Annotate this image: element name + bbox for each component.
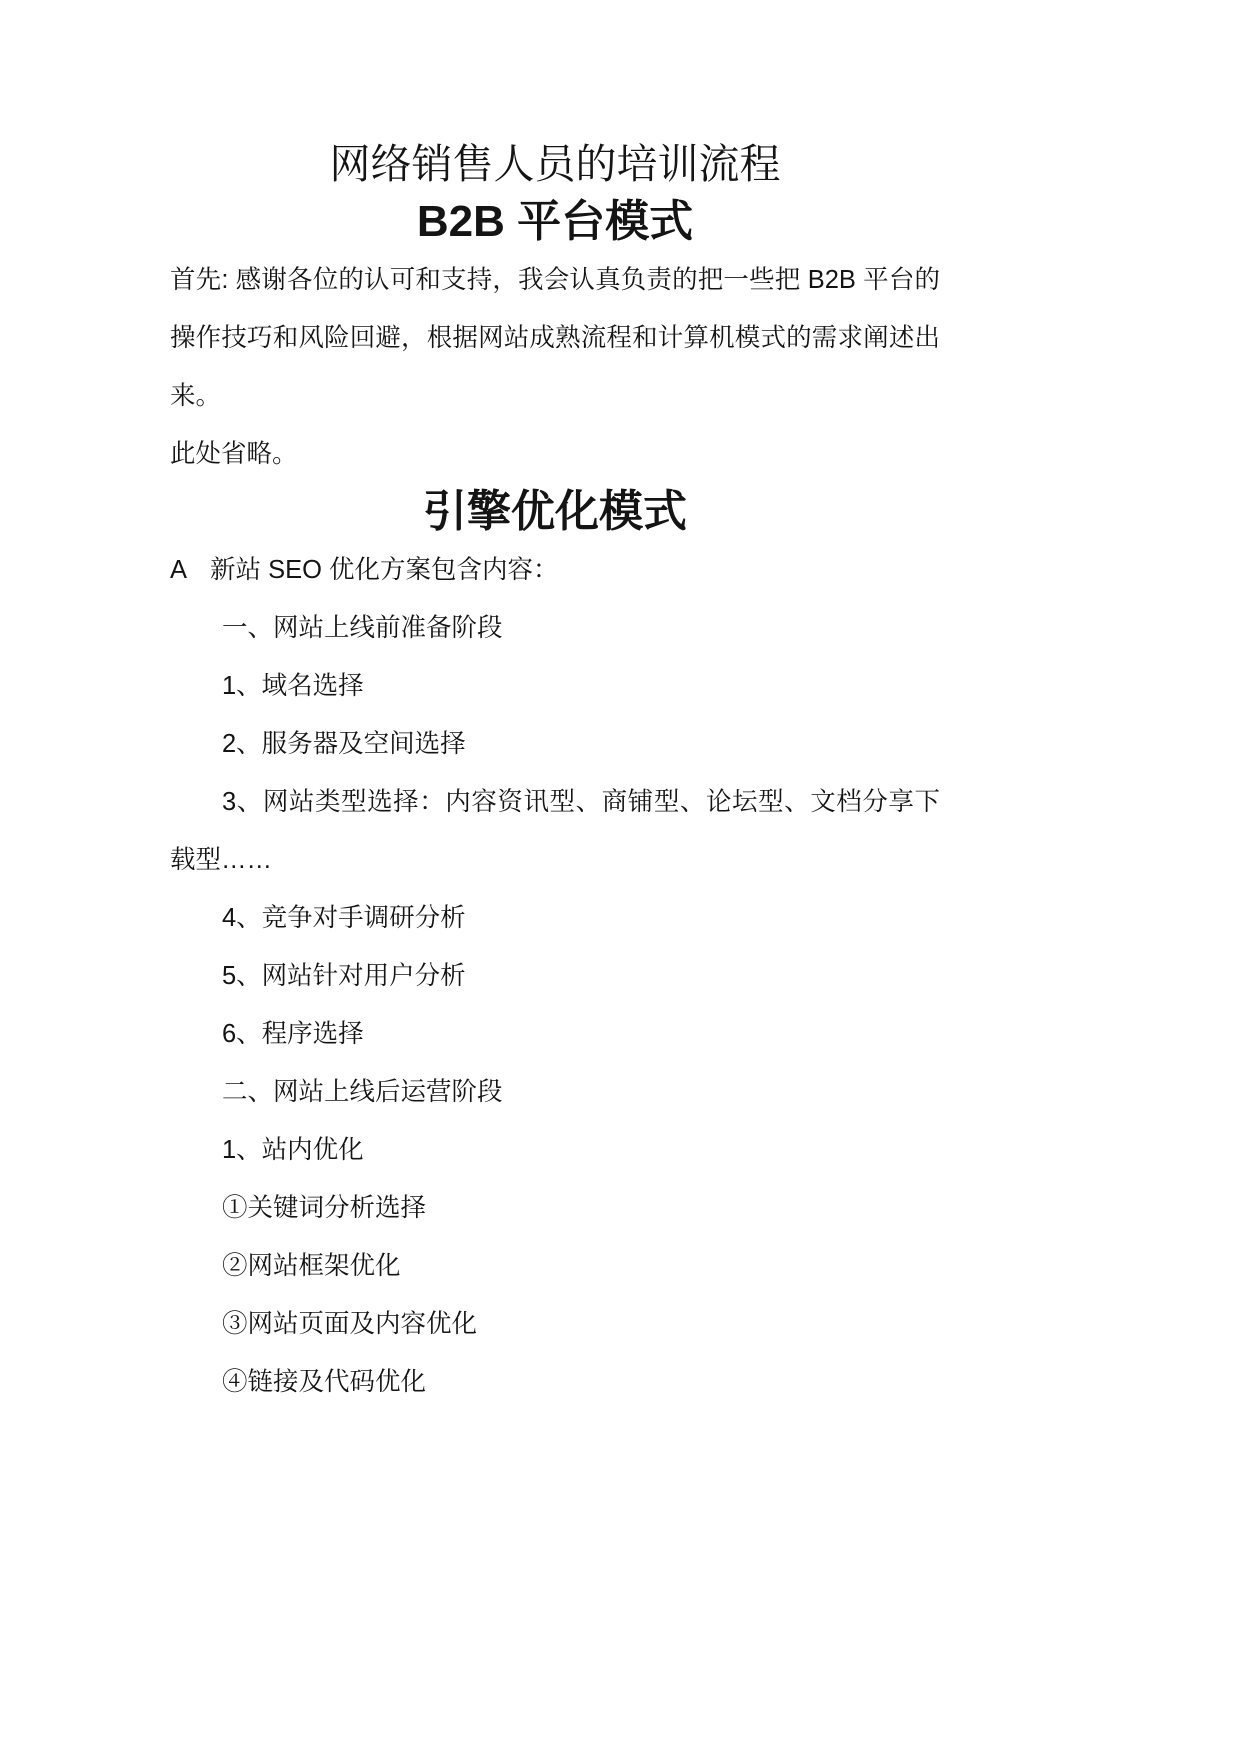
stage-heading: 一、网站上线前准备阶段 — [222, 614, 503, 642]
intro-paragraph-line: 来。 — [170, 382, 222, 410]
seo-plan-intro-text: 新站 SEO 优化方案包含内容： — [210, 556, 559, 584]
list-item: ④链接及代码优化 — [222, 1368, 427, 1396]
seo-plan-intro — [170, 541, 940, 599]
list-item: ②网站框架优化 — [222, 1252, 401, 1280]
list-item: 2、服务器及空间选择 — [222, 730, 466, 758]
list-item: ①关键词分析选择 — [222, 1194, 427, 1222]
stage-heading: 二、网站上线后运营阶段 — [222, 1078, 503, 1106]
document-title: 网络销售人员的培训流程 — [329, 140, 781, 188]
intro-paragraph-line: 操作技巧和风险回避，根据网站成熟流程和计算机模式的需求阐述出 — [170, 324, 940, 352]
seo-section — [170, 483, 940, 1411]
list-item: 1、站内优化 — [222, 1136, 364, 1164]
b2b-section — [170, 193, 940, 483]
list-item: 1、域名选择 — [222, 672, 364, 700]
list-item: 3、网站类型选择：内容资讯型、商铺型、论坛型、文档分享下 — [222, 788, 940, 816]
list-item-continuation: 载型…… — [170, 846, 273, 874]
intro-paragraph-line: 首先: 感谢各位的认可和支持，我会认真负责的把一些把 B2B 平台的 — [170, 266, 940, 294]
list-item: 5、网站针对用户分析 — [222, 962, 466, 990]
list-item: ③网站页面及内容优化 — [222, 1310, 478, 1338]
seo-section-heading: 引擎优化模式 — [423, 487, 687, 536]
list-item: 4、竞争对手调研分析 — [222, 904, 466, 932]
b2b-section-heading: B2B 平台模式 — [416, 197, 694, 246]
document-body — [170, 135, 940, 1411]
list-marker: A — [170, 556, 188, 584]
list-item: 6、程序选择 — [222, 1020, 364, 1048]
omitted-note: 此处省略。 — [170, 440, 298, 468]
